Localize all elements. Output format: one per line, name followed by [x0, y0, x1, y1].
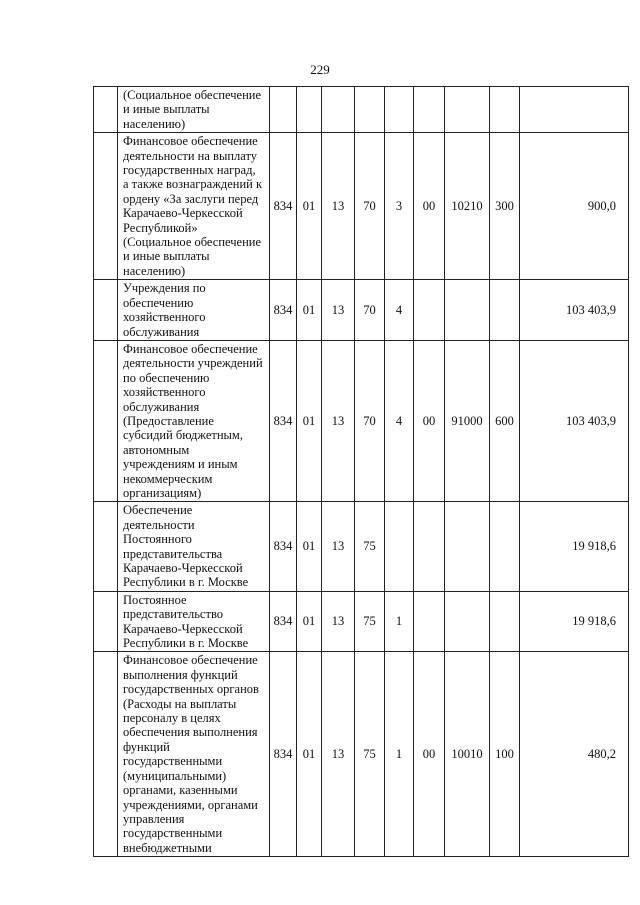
table-row — [94, 340, 629, 501]
table-row — [94, 280, 629, 341]
expense-type-cell — [490, 87, 520, 133]
amount-cell: 480,2 — [520, 652, 629, 857]
description-cell: Финансовое обеспечение деятельности на выплату государственных наград, а также вознаграждений к ордену «За заслуги перед Карачаево-Черкесской Республикой» (Социальное обеспечение и иные выплаты населению) — [118, 133, 270, 280]
part-code-cell — [414, 502, 445, 591]
program-code-cell — [355, 87, 385, 133]
amount-cell: 900,0 — [520, 133, 629, 280]
amount-cell: 103 403,9 — [520, 340, 629, 501]
expense-type-cell — [490, 591, 520, 652]
page-number: 229 — [310, 62, 330, 77]
program-code-cell: 75 — [355, 652, 385, 857]
part-code-cell — [414, 591, 445, 652]
description-cell: Постоянное представительство Карачаево-Черкесской Республики в г. Москве — [118, 591, 270, 652]
section-code-cell — [297, 87, 322, 133]
direction-code-cell — [445, 591, 490, 652]
row-number-cell — [94, 502, 118, 591]
section-code-cell: 01 — [297, 133, 322, 280]
direction-code-cell — [445, 502, 490, 591]
table-row — [94, 591, 629, 652]
subsection-code-cell: 13 — [322, 652, 355, 857]
expense-type-cell — [490, 280, 520, 341]
direction-code-cell — [445, 280, 490, 341]
amount-cell — [520, 87, 629, 133]
row-number-cell — [94, 87, 118, 133]
description-cell: Учреждения по обеспечению хозяйственного обслуживания — [118, 280, 270, 341]
subprogram-code-cell: 1 — [385, 652, 414, 857]
ministry-code-cell: 834 — [270, 280, 297, 341]
direction-code-cell: 10210 — [445, 133, 490, 280]
expense-type-cell — [490, 502, 520, 591]
description-cell: Обеспечение деятельности Постоянного представительства Карачаево-Черкесской Республики в г. Москве — [118, 502, 270, 591]
ministry-code-cell: 834 — [270, 133, 297, 280]
ministry-code-cell: 834 — [270, 652, 297, 857]
subprogram-code-cell: 4 — [385, 340, 414, 501]
expense-type-cell: 100 — [490, 652, 520, 857]
amount-cell: 103 403,9 — [520, 280, 629, 341]
subprogram-code-cell: 3 — [385, 133, 414, 280]
row-number-cell — [94, 591, 118, 652]
subprogram-code-cell: 1 — [385, 591, 414, 652]
ministry-code-cell: 834 — [270, 591, 297, 652]
row-number-cell — [94, 280, 118, 341]
row-number-cell — [94, 133, 118, 280]
expense-type-cell: 600 — [490, 340, 520, 501]
table-row — [94, 87, 629, 133]
table-row — [94, 502, 629, 591]
program-code-cell: 70 — [355, 133, 385, 280]
section-code-cell: 01 — [297, 502, 322, 591]
direction-code-cell — [445, 87, 490, 133]
subsection-code-cell: 13 — [322, 591, 355, 652]
part-code-cell — [414, 280, 445, 341]
program-code-cell: 75 — [355, 502, 385, 591]
part-code-cell: 00 — [414, 340, 445, 501]
budget-table — [93, 86, 629, 857]
amount-cell: 19 918,6 — [520, 502, 629, 591]
description-cell: Финансовое обеспечение выполнения функций государственных органов (Расходы на выплаты персоналу в целях обеспечения выполнения функций государственными (муниципальными) органами, казенными учреждениями, органами управления государственными внебюджетными — [118, 652, 270, 857]
section-code-cell: 01 — [297, 340, 322, 501]
table-row — [94, 133, 629, 280]
row-number-cell — [94, 652, 118, 857]
amount-cell: 19 918,6 — [520, 591, 629, 652]
ministry-code-cell: 834 — [270, 340, 297, 501]
section-code-cell: 01 — [297, 591, 322, 652]
row-number-cell — [94, 340, 118, 501]
section-code-cell: 01 — [297, 280, 322, 341]
direction-code-cell: 10010 — [445, 652, 490, 857]
part-code-cell: 00 — [414, 652, 445, 857]
subprogram-code-cell — [385, 502, 414, 591]
part-code-cell: 00 — [414, 133, 445, 280]
subsection-code-cell: 13 — [322, 502, 355, 591]
description-cell: (Социальное обеспечение и иные выплаты населению) — [118, 87, 270, 133]
section-code-cell: 01 — [297, 652, 322, 857]
description-cell: Финансовое обеспечение деятельности учреждений по обеспечению хозяйственного обслуживания (Предоставление субсидий бюджетным, автономным учреждениям и иным некоммерческим организациям) — [118, 340, 270, 501]
program-code-cell: 70 — [355, 340, 385, 501]
subsection-code-cell: 13 — [322, 133, 355, 280]
subprogram-code-cell — [385, 87, 414, 133]
expense-type-cell: 300 — [490, 133, 520, 280]
direction-code-cell: 91000 — [445, 340, 490, 501]
part-code-cell — [414, 87, 445, 133]
program-code-cell: 75 — [355, 591, 385, 652]
ministry-code-cell: 834 — [270, 502, 297, 591]
subsection-code-cell — [322, 87, 355, 133]
program-code-cell: 70 — [355, 280, 385, 341]
subprogram-code-cell: 4 — [385, 280, 414, 341]
table-row — [94, 652, 629, 857]
subsection-code-cell: 13 — [322, 340, 355, 501]
subsection-code-cell: 13 — [322, 280, 355, 341]
ministry-code-cell — [270, 87, 297, 133]
